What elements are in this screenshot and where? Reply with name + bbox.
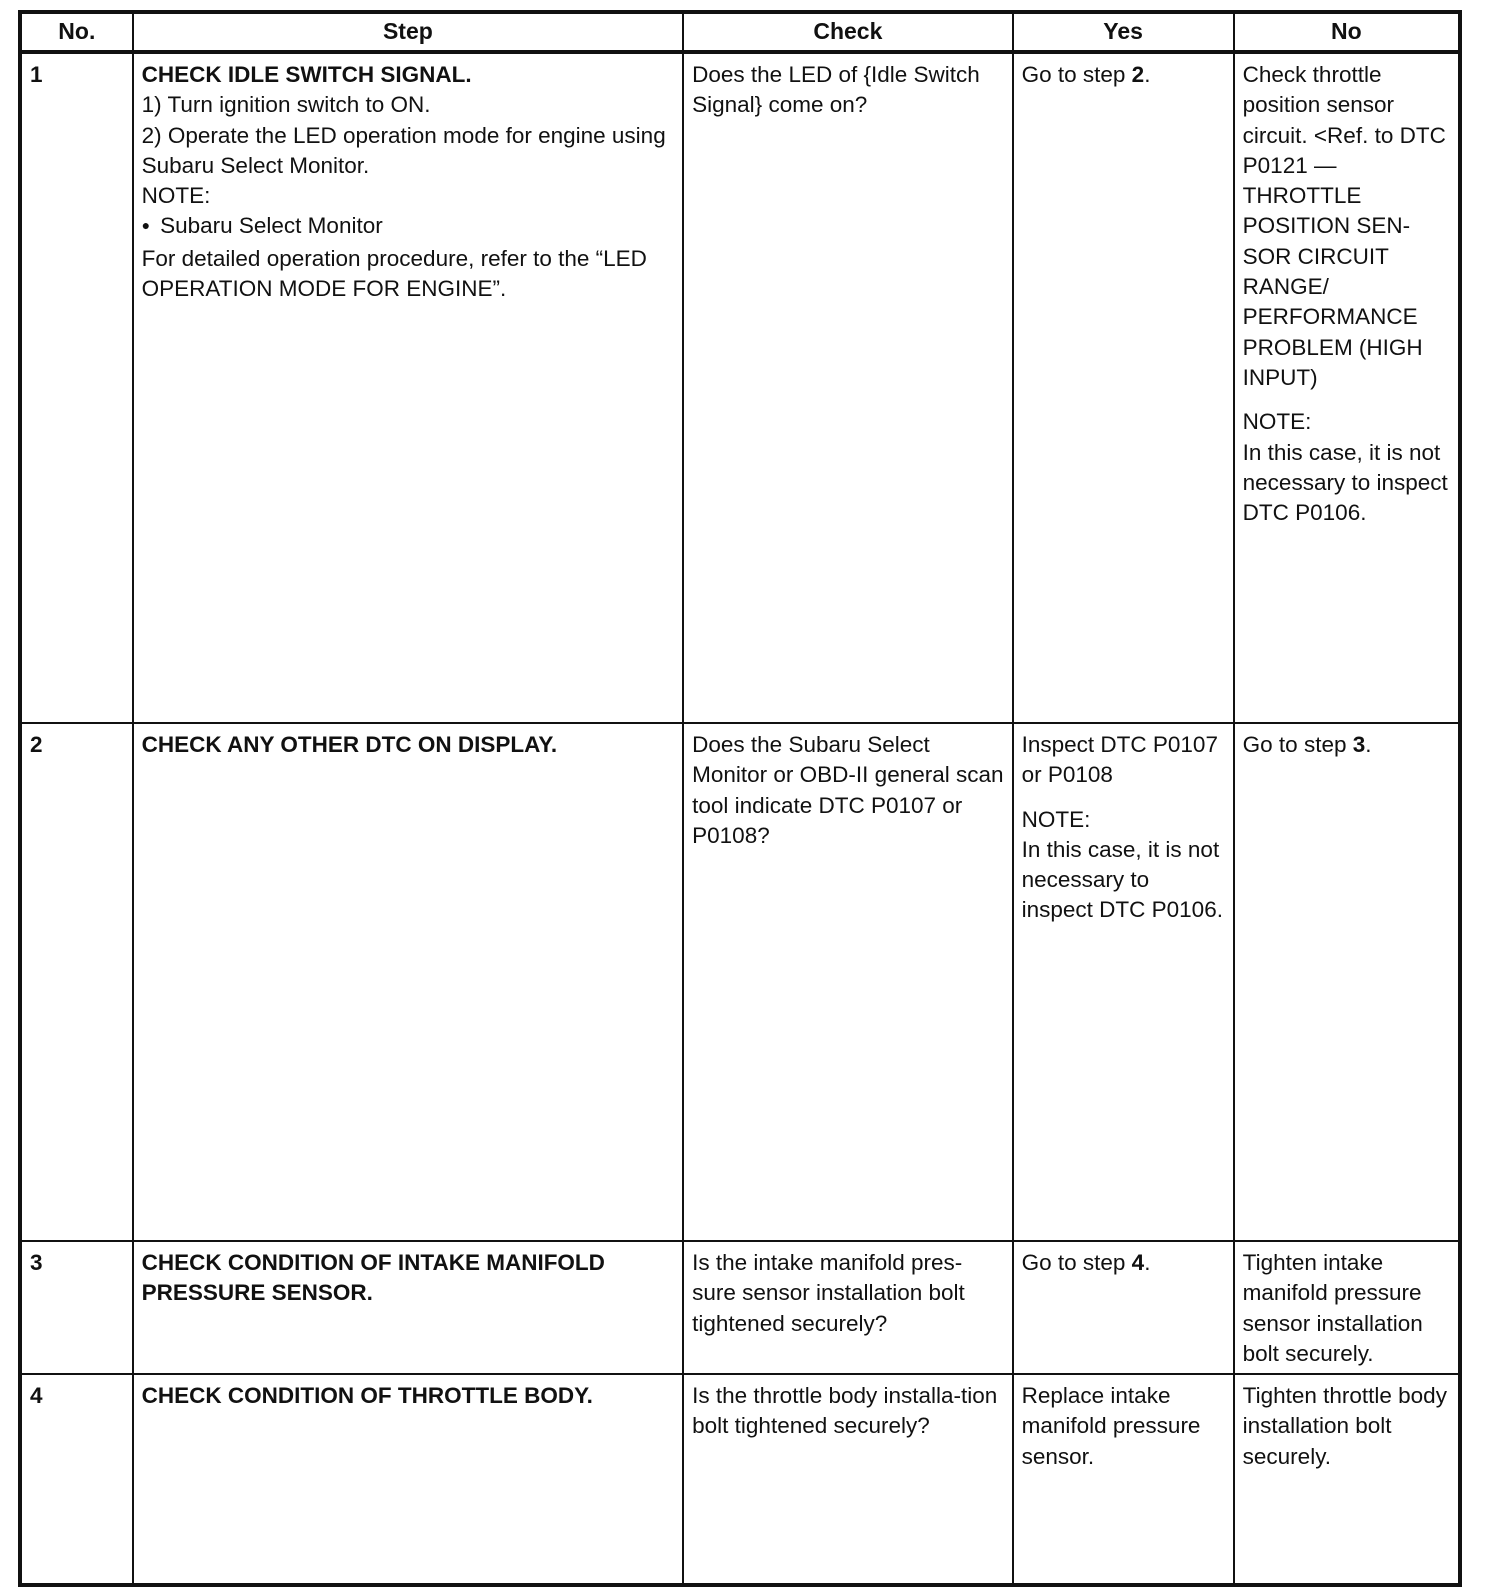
- check-cell: Does the LED of {Idle Switch Signal} come on?: [683, 52, 1012, 723]
- table-row: [20, 52, 1460, 723]
- header-step: Step: [133, 12, 684, 52]
- yes-text: Inspect DTC P0107 or P0108: [1021, 732, 1218, 788]
- table-row: [20, 1241, 1460, 1374]
- step-cell: [133, 1374, 684, 1585]
- header-row: [20, 12, 1460, 52]
- no-cell: Tighten intake manifold pressure sensor installation bolt securely.: [1234, 1241, 1460, 1374]
- step-line: 1) Turn ignition switch to ON.: [141, 92, 431, 118]
- step-title: CHECK CONDITION OF THROTTLE BODY.: [141, 1383, 593, 1409]
- no-suffix: .: [1365, 732, 1372, 757]
- header-check: Check: [683, 12, 1012, 52]
- row-number: 4: [20, 1374, 133, 1585]
- row-number: 1: [20, 52, 133, 723]
- step-cell: [133, 52, 684, 723]
- step-line: For detailed operation procedure, refer to the “LED OPERATION MODE FOR ENGINE”.: [141, 245, 647, 302]
- step-title: CHECK CONDITION OF INTAKE MANIFOLD PRESSURE SENSOR.: [141, 1250, 605, 1306]
- yes-suffix: .: [1144, 62, 1151, 87]
- no-note-label: NOTE:: [1242, 409, 1312, 435]
- yes-suffix: .: [1144, 1250, 1151, 1275]
- yes-cell: Replace intake manifold pressure sensor.: [1013, 1374, 1234, 1585]
- no-note: In this case, it is not necessary to inspect DTC P0106.: [1242, 439, 1448, 526]
- no-text: Check throttle position sensor circuit. <Ref. to DTC P0121 — THROTTLE POSITION SEN-SOR CIRCUIT RANGE/ PERFORMANCE PROBLEM (HIGH INPUT): [1242, 62, 1446, 390]
- no-step-ref: 3: [1352, 732, 1366, 757]
- step-line: 2) Operate the LED operation mode for engine using Subaru Select Monitor.: [141, 122, 666, 178]
- no-cell: [1234, 723, 1460, 1241]
- step-note-label: NOTE:: [141, 183, 211, 209]
- no-text: Go to step: [1242, 732, 1353, 757]
- yes-note-label: NOTE:: [1021, 806, 1091, 832]
- yes-text: Go to step: [1021, 1250, 1132, 1275]
- check-cell: Is the throttle body installa-tion bolt tightened securely?: [683, 1374, 1012, 1585]
- no-cell: [1234, 52, 1460, 723]
- step-title: CHECK ANY OTHER DTC ON DISPLAY.: [141, 732, 558, 757]
- yes-cell: [1013, 723, 1234, 1241]
- step-bullet-item: ● Subaru Select Monitor: [142, 211, 675, 243]
- table-row: [20, 723, 1460, 1241]
- header-yes: Yes: [1013, 12, 1234, 52]
- step-cell: [133, 1241, 684, 1374]
- header-no-result: No: [1234, 12, 1460, 52]
- header-no: No.: [20, 12, 133, 52]
- check-cell: Does the Subaru Select Monitor or OBD-II general scan tool indicate DTC P0107 or P0108?: [683, 723, 1012, 1241]
- step-title: CHECK IDLE SWITCH SIGNAL.: [141, 62, 472, 87]
- yes-step-ref: 4: [1131, 1250, 1145, 1275]
- table-row: [20, 1374, 1460, 1585]
- yes-text: Go to step: [1021, 62, 1132, 87]
- yes-cell: [1013, 52, 1234, 723]
- yes-step-ref: 2: [1131, 62, 1145, 87]
- row-number: 3: [20, 1241, 133, 1374]
- step-cell: [133, 723, 684, 1241]
- yes-note: In this case, it is not necessary to inspect DTC P0106.: [1021, 836, 1223, 923]
- diagnostic-table: [18, 10, 1462, 1587]
- yes-cell: [1013, 1241, 1234, 1374]
- check-cell: Is the intake manifold pres-sure sensor installation bolt tightened securely?: [683, 1241, 1012, 1374]
- row-number: 2: [20, 723, 133, 1241]
- no-cell: Tighten throttle body installation bolt securely.: [1234, 1374, 1460, 1585]
